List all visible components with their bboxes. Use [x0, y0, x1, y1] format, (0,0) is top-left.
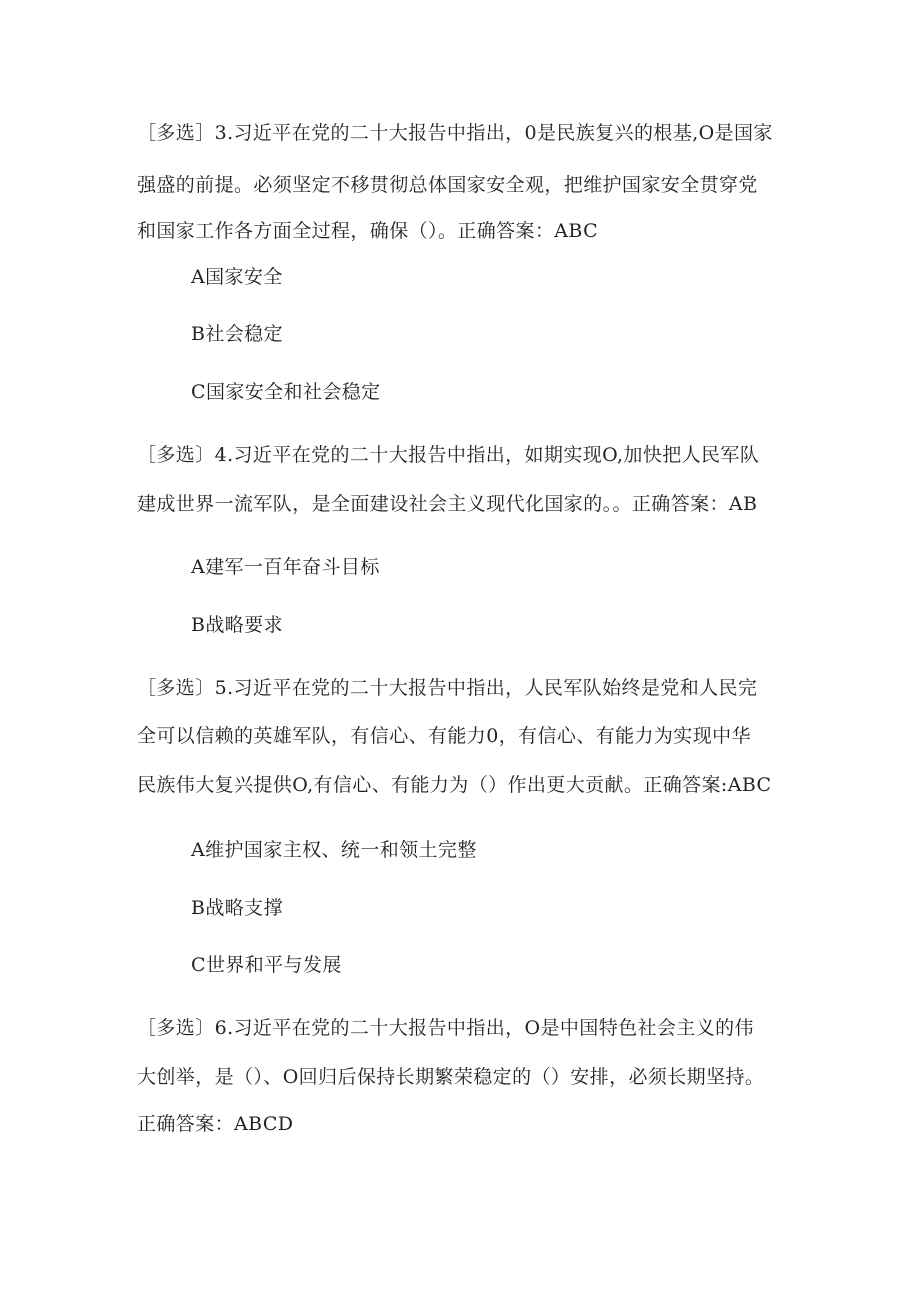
question-4-option-a: A建军一百年奋斗目标	[191, 556, 380, 578]
question-5-line-2: 全可以信赖的英雄军队，有信心、有能力0，有信心、有能力为实现中华	[137, 725, 751, 747]
question-6-line-2: 大创举，是（）、O回归后保持长期繁荣稳定的（）安排，必须长期坚持。	[137, 1066, 765, 1088]
question-3-option-a: A国家安全	[191, 266, 283, 288]
question-4-option-b: B战略要求	[191, 614, 283, 636]
question-3-option-b: B社会稳定	[191, 323, 283, 345]
question-5-option-c: C世界和平与发展	[191, 954, 342, 976]
question-6-line-1: ［多选〕6.习近平在党的二十大报告中指出，O是中国特色社会主义的伟	[137, 1017, 754, 1039]
question-3-option-c: C国家安全和社会稳定	[191, 381, 381, 403]
question-5-option-b: B战略支撑	[191, 897, 283, 919]
question-5-option-a: A维护国家主权、统一和领土完整	[191, 839, 477, 861]
question-5-line-3: 民族伟大复兴提供O,有信心、有能力为（）作出更大贡献。正确答案:ABC	[137, 774, 772, 796]
question-4-line-2: 建成世界一流军队，是全面建设社会主义现代化国家的。。正确答案：AB	[137, 493, 758, 515]
question-3-line-3: 和国家工作各方面全过程，确保（）。正确答案：ABC	[137, 220, 599, 242]
question-4-line-1: ［多选〕4.习近平在党的二十大报告中指出，如期实现O,加快把人民军队	[137, 444, 760, 466]
question-3-line-1: ［多选］3.习近平在党的二十大报告中指出，0是民族复兴的根基,O是国家	[137, 122, 773, 144]
question-3-line-2: 强盛的前提。必须坚定不移贯彻总体国家安全观，把维护国家安全贯穿党	[137, 174, 758, 196]
question-5-line-1: ［多选〕5.习近平在党的二十大报告中指出，人民军队始终是党和人民完	[137, 677, 758, 699]
question-6-line-3: 正确答案：ABCD	[137, 1113, 294, 1135]
